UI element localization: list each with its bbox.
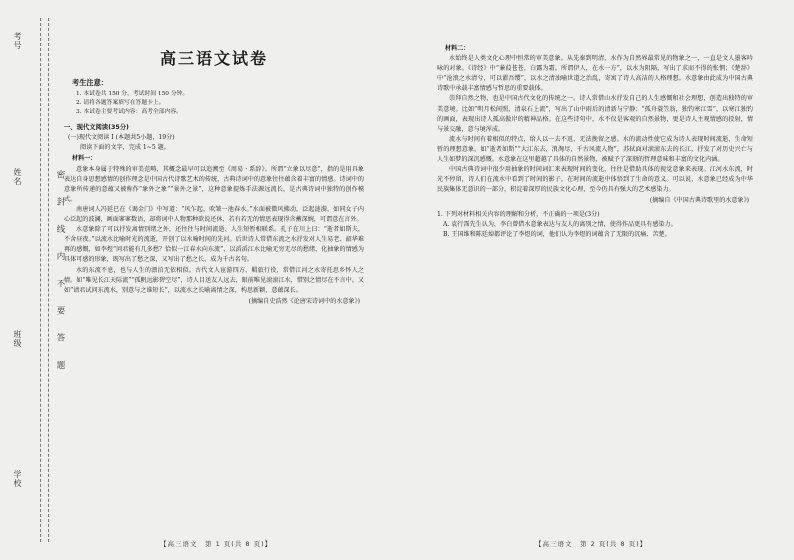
notice-heading: 考生注意： (72, 78, 108, 88)
notice-item: 3. 本试卷主要考试内容：高考全部内容。 (76, 109, 182, 116)
page-footer-1: 【高三语文 第 1 页(共 8 页)】 (160, 540, 273, 548)
question-option: A. 袁行霈先生认为，李白曾借水意象表达与友人的离别之情，使得作品更具有感染力。 (443, 220, 677, 228)
binding-margin (0, 0, 40, 560)
seal-dashed-line-inner (48, 18, 49, 542)
passage-paragraph: 崇拜自然之物，也是中国古代文化的传统之一。诗人常借山水抒发自己的人生感慨和社会理想，创造出独特的审美意境。比如“明月松间照，清泉石上流”，写出了山中雨后的清新与宁静；“孤舟蓑笠翁，独钓寒江雪”，以寒江独钓的画面，表现出诗人孤高傲岸的精神品格。在这些诗句中，水不仅是客观的自然景物，更是诗人主观情感的投射，情与景交融，意与境浑成。 (437, 95, 753, 133)
material-label: 材料二： (445, 45, 470, 52)
passage-paragraph: 南唐词人冯延巳在《谒金门》中写道：“风乍起，吹皱一池春水。”水面被微风拂动，泛起涟漪，如同女子内心泛起的波澜，画面寥寥数语，却将词中人物那种欲说还休、若有若无的情思表现得含蓄深婉，可谓意在言外。 (64, 205, 364, 224)
passage-paragraph: 流水与时间有着相似的特点，给人以一去不返、无法挽留之感。水的流动性使它成为诗人表现时间流逝、生命短暂的理想意象。如“逝者如斯”“大江东去，浪淘尽，千古风流人物”，苏轼面对滚滚东去的长江，抒发了对历史兴亡与人生如梦的深沉感慨。水意象在这里超越了具体的自然景物，被赋予了深刻的哲理意味和丰富的文化内涵。 (437, 135, 753, 164)
page-footer-2: 【高三语文 第 2 页(共 8 页)】 (535, 540, 648, 548)
passage-paragraph: 中国古典诗词中很少用抽象的时间词汇来表现时间的变化，往往是借助具体的视觉意象来表现。江河水东流，时光不停留，诗人们在流水中看到了时间的影子，在时间的流逝中体悟到了生命的意义。可以说，水意象已经成为中华民族集体无意识的一部分，积淀着深厚的民族文化心理，至今仍具有强大的艺术感染力。 (437, 166, 753, 194)
class-label: 班级 (13, 330, 22, 348)
exam-title: 高三语文试卷 (159, 49, 268, 68)
notice-item: 1. 本试卷共 150 分，考试时间 150 分钟。 (76, 91, 189, 98)
passage-paragraph: 水始终是人类文化心理中恒常的审美意象。从先秦到明清，水作为自然界最常见的物象之一，一直是文人墨客吟咏的对象。《诗经》中“蒹葭苍苍，白露为霜。所谓伊人，在水一方”，以水为阻隔，写出了求而不得的怅惘；《楚辞》中“沧浪之水清兮，可以濯吾缨”，以水之清浊喻世道之治乱，寄寓了诗人高洁的人格理想。水意象由此成为中国古典诗歌中承载丰富情感与哲思的重要载体。 (437, 55, 753, 93)
material-label: 材料一： (72, 155, 97, 163)
notice-item: 2. 请将各题答案填写在答题卡上。 (76, 100, 165, 107)
exam-page-2 (437, 34, 753, 240)
passage-paragraph: 水的东流不息，也与人生的漂泊无依相似。古代文人宦游四方、羁旅行役，常借江河之水寄托思乡怀人之情。如“唯见长江天际流”“孤帆远影碧空尽”，诗人目送友人远去，眼前唯见滚滚江水，惜别之情尽在不言中。又如“请君试问东流水，别意与之谁短长”，以流水之长喻离情之深，构思新颖，意蕴深长。 (64, 266, 364, 294)
passage-paragraph: 意象本身属于特殊的审美范畴，其概念最早可以追溯至《周易 · 系辞》。所谓“立象以尽意”，指的是用具象表达自身思想感情的创作理念是中国古代诗歌艺术的传统，古典诗词中的意象往往蕴含着丰富的情感。诗词中的意象所传递的意蕴又被称作“象外之象”“景外之景”，这种意象提炼手法源远流长，是古典诗词中独特的创作模式。 (64, 165, 364, 203)
exam-page-1 (64, 34, 364, 307)
subsection-heading: (一)现代文阅读 I (本题共5小题，19分) (68, 134, 175, 142)
question-option: B. 王国维和陈廷焯都评论了李煜的词，他们认为李煜的词蕴含了无限的沉痛、苦楚。 (443, 230, 671, 238)
passage-source: (摘编自史浩然《论唐宋诗词中的水意象》) (248, 297, 360, 305)
school-label: 学校 (13, 470, 22, 488)
seal-line-text: 密 封 线 内 不 要 答 题 (55, 170, 65, 377)
name-label: 姓名 (13, 168, 22, 186)
seal-dashed-line (40, 18, 41, 542)
passage-source: (摘编自《中国古典诗歌里的水意象》) (649, 197, 749, 205)
passage-paragraph: 水意象除了可以抒发离情别绪之外，还往往与时间流逝、人生短暂相联系。孔子在川上曰：“逝者如斯夫，不舍昼夜。”以流水比喻时光的流逝，开创了以水喻时间的先河。后世诗人常借东流之水抒发对人生易老、韶华难再的感慨，如李煜“问君能有几多愁？恰似一江春水向东流”，以滔滔江水比喻无穷无尽的愁绪，化抽象的情感为具体可感的形象，既写出了愁之深，又写出了愁之长，成为千古名句。 (64, 226, 364, 264)
exam-number-label: 考号 (13, 32, 22, 50)
section-heading: 一、现代文阅读(35分) (64, 124, 129, 132)
question-stem: 1. 下列对材料相关内容的理解和分析，不正确的一项是(3分) (437, 210, 600, 218)
reading-instruction: 阅读下面的文字，完成 1~5 题。 (80, 144, 170, 152)
